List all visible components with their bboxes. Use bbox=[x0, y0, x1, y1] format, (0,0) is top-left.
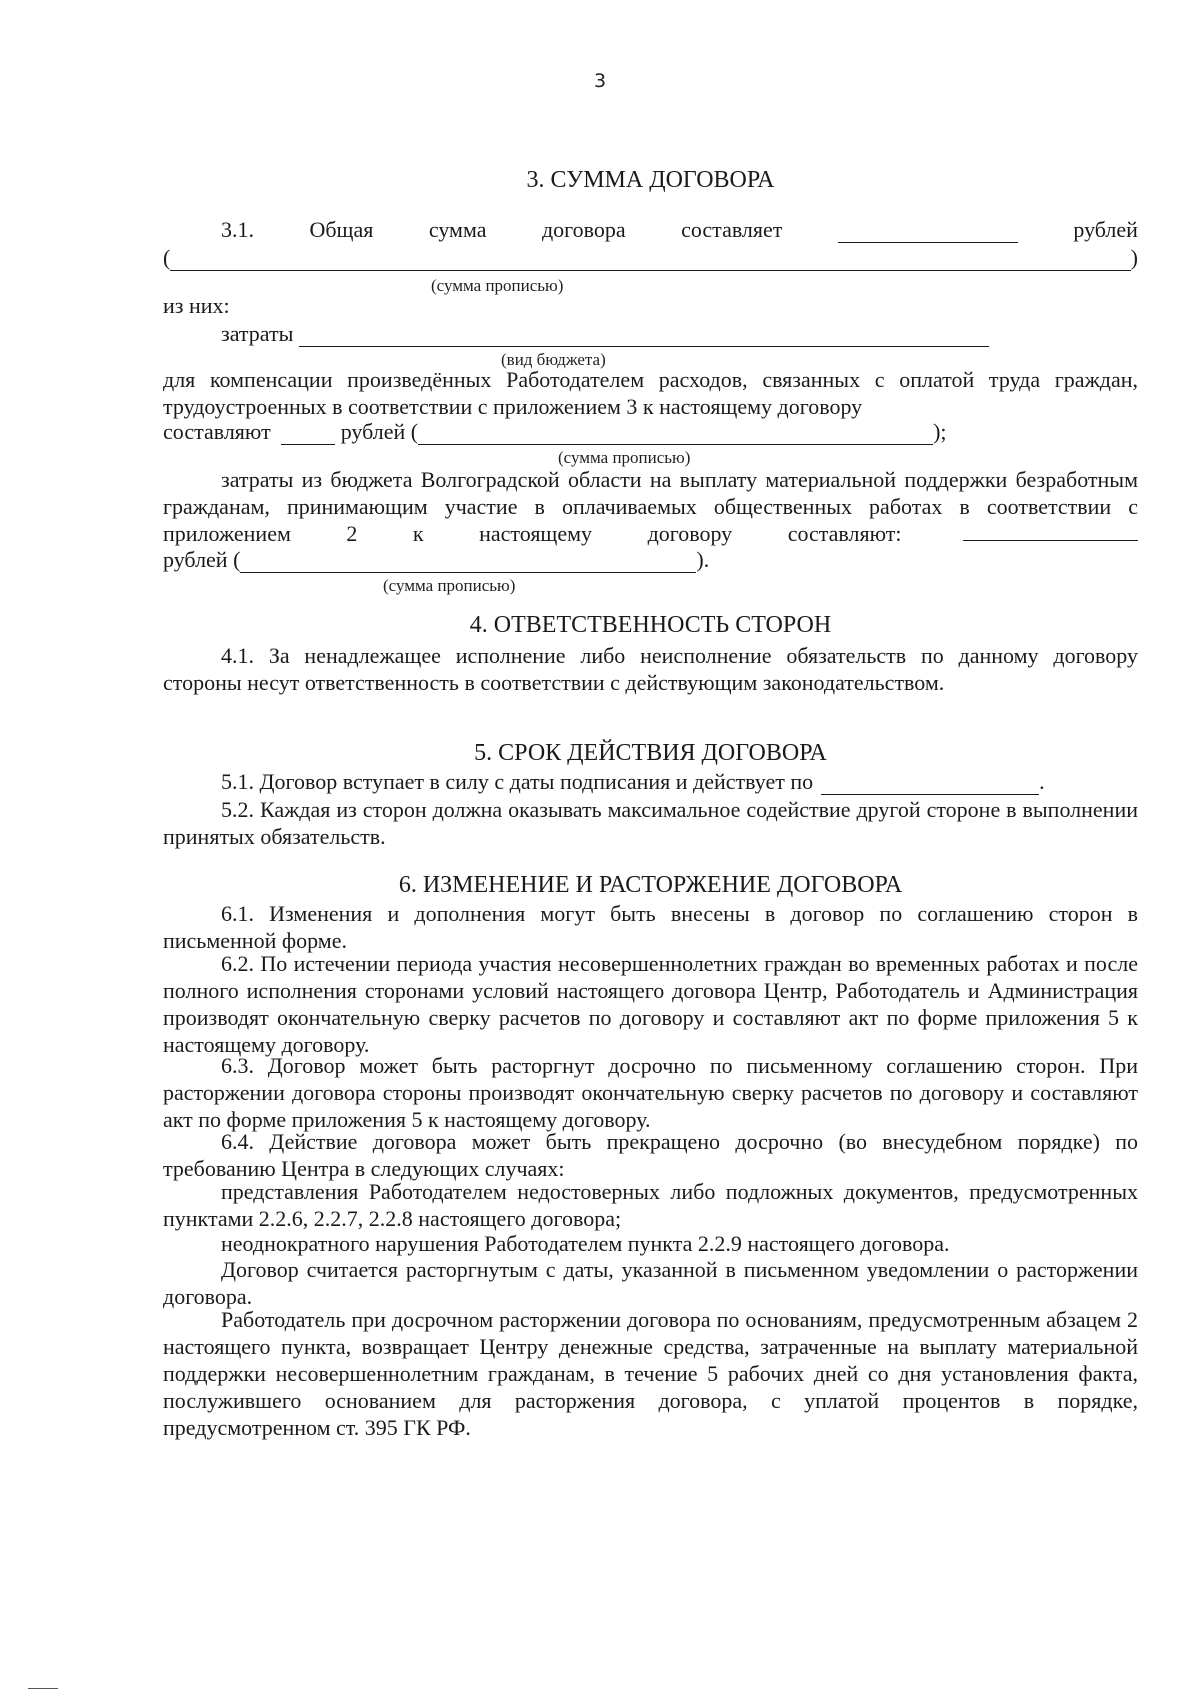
compensation-rubles: рублей ( bbox=[340, 419, 419, 444]
clause-3-1-word-total: Общая bbox=[309, 217, 374, 242]
clause-3-1-line bbox=[221, 216, 1138, 243]
compensation-end: ); bbox=[933, 419, 947, 444]
costs-budget-line bbox=[221, 320, 989, 347]
of-them-label: из них: bbox=[163, 293, 230, 318]
refund-paragraph: Работодатель при досрочном расторжении договора по основаниям, предусмотренным абзацем 2 настоящего пункта, возвращает Центру денежные средства, затраченные на выплату материальной поддержки несовершеннолетним гражданам, в течение 5 рабочих дней со дня установления факта, послужившего основанием для расторжения договора, с уплатой процентов в порядке, предусмотренном ст. 395 ГК РФ. bbox=[163, 1307, 1138, 1440]
caption-sum-in-words-2: (сумма прописью) bbox=[558, 448, 691, 467]
oblast-amount-blank bbox=[963, 520, 1138, 541]
total-amount-words-line bbox=[163, 244, 1138, 271]
caption-sum-in-words-3: (сумма прописью) bbox=[383, 576, 516, 595]
compensation-paragraph: для компенсации произведённых Работодателем расходов, связанных с оплатой труда граждан, трудоустроенных в соответствии с приложением 3 к настоящему договору bbox=[163, 367, 1138, 419]
open-paren: ( bbox=[163, 245, 171, 270]
section-4-title: 4. ОТВЕТСТВЕННОСТЬ СТОРОН bbox=[469, 612, 832, 638]
clause-5-2: 5.2. Каждая из сторон должна оказывать максимальное содействие другой стороне в выполнении принятых обязательств. bbox=[163, 797, 1138, 849]
compensation-words-blank bbox=[418, 424, 933, 445]
clause-6-1: 6.1. Изменения и дополнения могут быть внесены в договор по соглашению сторон в письменной форме. bbox=[163, 901, 1138, 953]
section-6-title: 6. ИЗМЕНЕНИЕ И РАСТОРЖЕНИЕ ДОГОВОРА bbox=[398, 872, 903, 898]
total-amount-words-blank bbox=[170, 250, 1130, 271]
clause-4-1: 4.1. За ненадлежащее исполнение либо неисполнение обязательств по данному договору стороны несут ответственность в соответствии с действующим законодательством. bbox=[163, 643, 1138, 695]
case-repeated-violation: неоднократного нарушения Работодателем пункта 2.2.9 настоящего договора. bbox=[221, 1231, 950, 1256]
total-amount-blank bbox=[838, 222, 1018, 243]
costs-label: затраты bbox=[221, 321, 294, 346]
clause-6-3: 6.3. Договор может быть расторгнут досрочно по письменному соглашению сторон. При расторжении договора стороны производят окончательную сверку расчетов по договору и составляют акт по форме приложения 5 к настоящему договору. bbox=[163, 1053, 1138, 1132]
clause-5-1 bbox=[221, 768, 1045, 795]
end-date-blank bbox=[821, 774, 1039, 795]
budget-type-blank bbox=[299, 326, 989, 347]
close-paren: ) bbox=[1130, 245, 1138, 270]
oblast-budget-text: затраты из бюджета Волгоградской области на выплату материальной поддержки безработным гражданам, принимающим участие в оплачиваемых общественных работах в соответствии с приложением 2 к настоящему договору составляют: bbox=[163, 467, 1138, 546]
clause-3-1-rubles: рублей bbox=[1073, 217, 1138, 242]
clause-6-2: 6.2. По истечении периода участия несовершеннолетних граждан во временных работах и после полного исполнения сторонами условий настоящего договора Центр, Работодатель и Администрация производят окончательную сверку расчетов по договору и составляют акт по форме приложения 5 к настоящему договору. bbox=[163, 951, 1138, 1057]
compensation-amount-label: составляют bbox=[163, 419, 271, 444]
clause-3-1-word-amounts: составляет bbox=[681, 217, 783, 242]
compensation-amount-blank bbox=[281, 424, 335, 445]
rubles-open: рублей ( bbox=[163, 547, 241, 572]
clause-3-1-number: 3.1. bbox=[221, 217, 254, 242]
footer-mark bbox=[28, 1688, 58, 1689]
clause-5-1-end: . bbox=[1039, 769, 1045, 794]
caption-budget-type: (вид бюджета) bbox=[501, 350, 606, 369]
close-paren-dot: ). bbox=[696, 547, 710, 572]
termination-date-paragraph: Договор считается расторгнутым с даты, указанной в письменном уведомлении о расторжении договора. bbox=[163, 1257, 1138, 1309]
oblast-words-line bbox=[163, 546, 709, 573]
clause-3-1-word-contract: договора bbox=[541, 217, 626, 242]
clause-6-4: 6.4. Действие договора может быть прекращено досрочно (во внесудебном порядке) по требованию Центра в следующих случаях: bbox=[163, 1129, 1138, 1181]
section-3-title: 3. СУММА ДОГОВОРА bbox=[526, 167, 775, 193]
clause-3-1-word-sum: сумма bbox=[428, 217, 487, 242]
oblast-budget-paragraph bbox=[163, 466, 1138, 547]
case-false-documents: представления Работодателем недостоверных либо подложных документов, предусмотренных пунктами 2.2.6, 2.2.7, 2.2.8 настоящего договора; bbox=[163, 1179, 1138, 1231]
oblast-words-blank bbox=[240, 552, 696, 573]
clause-5-1-text: 5.1. Договор вступает в силу с даты подписания и действует по bbox=[221, 769, 814, 794]
page-number: 3 bbox=[593, 70, 607, 92]
caption-sum-in-words: (сумма прописью) bbox=[431, 276, 564, 295]
compensation-amount-line bbox=[163, 418, 947, 445]
section-5-title: 5. СРОК ДЕЙСТВИЯ ДОГОВОРА bbox=[474, 740, 827, 766]
